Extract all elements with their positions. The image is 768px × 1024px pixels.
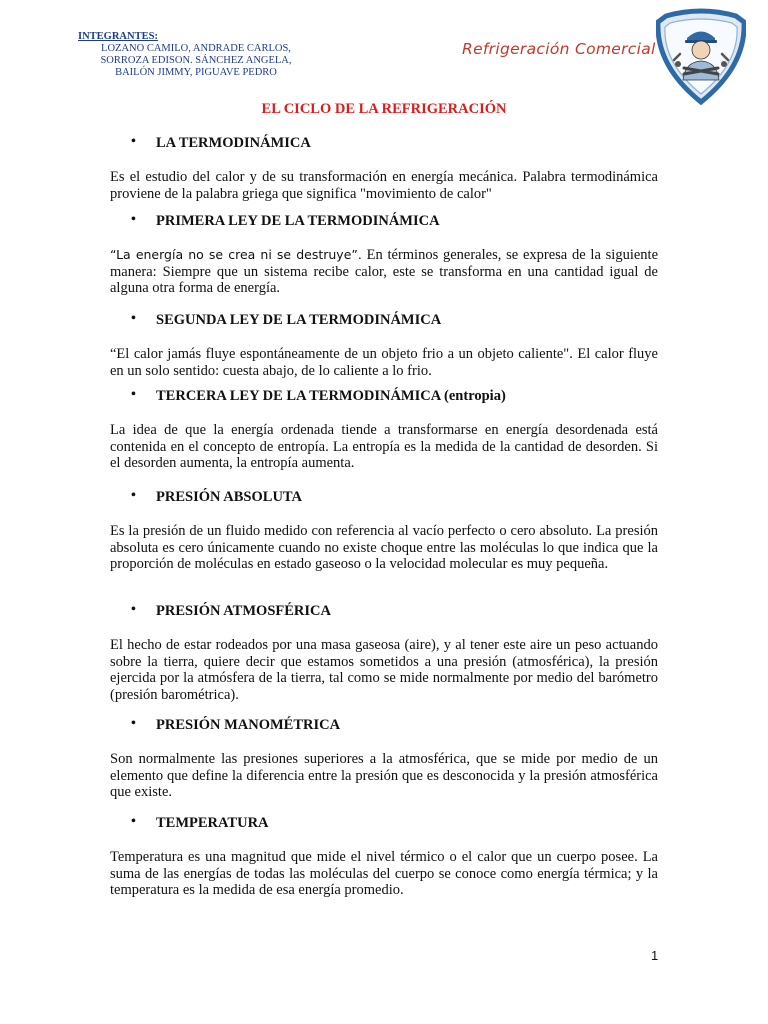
section-heading-text: PRESIÓN MANOMÉTRICA	[156, 717, 341, 733]
section-heading-text: SEGUNDA LEY DE LA TERMODINÁMICA	[156, 312, 442, 328]
section-paragraph: Es el estudio del calor y de su transformación en energía mecánica. Palabra termodinámica proviene de la palabra griega que significa "movimiento de calor"	[110, 169, 658, 202]
document-title: EL CICLO DE LA REFRIGERACIÓN	[261, 101, 507, 117]
bullet-icon: •	[131, 814, 136, 829]
section-temperatura	[110, 815, 658, 913]
section-paragraph: Es la presión de un fluido medido con referencia al vacío perfecto o cero absoluto. La presión absoluta es cero únicamente cuando no existe choque entre las moléculas lo que indica que la proporción de moléculas en estado gaseoso o la velocidad molecular es muy pequeña.	[110, 523, 658, 572]
section-heading-text: PRESIÓN ABSOLUTA	[156, 489, 302, 505]
technician-shield-logo-icon	[656, 8, 746, 106]
section-heading-text: TERCERA LEY DE LA TERMODINÁMICA (entropia)	[156, 388, 506, 404]
section-heading	[110, 213, 658, 233]
team-member-line: LOZANO CAMILO, ANDRADE CARLOS,	[101, 43, 291, 54]
section-paragraph: Temperatura es una magnitud que mide el nivel térmico o el calor que un cuerpo posee. La suma de las energías de todas las moléculas del cuerpo se conoce como energía térmica; y la temperatura es la medida de esa energía promedio.	[110, 849, 658, 898]
section-heading	[110, 312, 658, 332]
team-member-line: SORROZA EDISON. SÁNCHEZ ANGELA,	[100, 55, 292, 66]
section-primera-ley	[110, 213, 658, 311]
section-heading-text: PRIMERA LEY DE LA TERMODINÁMICA	[156, 213, 440, 229]
section-paragraph	[110, 247, 658, 297]
section-heading	[110, 489, 658, 509]
bullet-icon: •	[131, 602, 136, 617]
section-paragraph: El hecho de estar rodeados por una masa gaseosa (aire), y al tener este aire un peso actuando sobre la tierra, quiere decir que estamos sometidos a una presión (atmosférica), la presión ejercida por la atmósfera de la tierra, tal como se mide normalmente por medio del barómetro (presión barométrica).	[110, 637, 658, 703]
section-heading	[110, 717, 658, 737]
section-heading	[110, 388, 658, 408]
section-heading-text: TEMPERATURA	[156, 815, 269, 831]
section-presion-manometrica	[110, 717, 658, 815]
brand-title: Refrigeración Comercial	[462, 40, 656, 58]
section-paragraph: La idea de que la energía ordenada tiende a transformarse en energía desordenada está contenida en el concepto de entropía. La entropía es la medida de la cantidad de desorden. Si el desorden aumenta, la entropía aumenta.	[110, 422, 658, 471]
section-presion-atmosferica	[110, 603, 658, 718]
section-paragraph: Son normalmente las presiones superiores a la atmosférica, que se mide por medio de un elemento que define la diferencia entre la presión que es desconocida y la presión atmosférica que existe.	[110, 751, 658, 800]
section-heading	[110, 135, 658, 155]
section-presion-absoluta	[110, 489, 658, 587]
team-title: INTEGRANTES:	[78, 31, 158, 42]
section-paragraph: “El calor jamás fluye espontáneamente de un objeto frio a un objeto caliente". El calor fluye en un solo sentido: cuesta abajo, de lo caliente a lo frio.	[110, 346, 658, 379]
page-number: 1	[651, 948, 659, 963]
section-heading-text: LA TERMODINÁMICA	[156, 135, 311, 151]
bullet-icon: •	[131, 134, 136, 149]
law-quote: “La energía no se crea ni se destruye”.	[110, 247, 362, 262]
section-heading-text: PRESIÓN ATMOSFÉRICA	[156, 603, 331, 619]
bullet-icon: •	[131, 311, 136, 326]
bullet-icon: •	[131, 716, 136, 731]
section-segunda-ley	[110, 312, 658, 394]
section-tercera-ley	[110, 388, 658, 486]
bullet-icon: •	[131, 488, 136, 503]
team-member-line: BAILÓN JIMMY, PIGUAVE PEDRO	[115, 67, 277, 78]
law-explanation: En términos generales, se expresa de la siguiente manera: Siempre que un sistema recibe calor, este se transforma en una cantidad igual de alguna otra forma de energía.	[110, 247, 659, 296]
bullet-icon: •	[131, 387, 136, 402]
section-heading	[110, 603, 658, 623]
section-heading	[110, 815, 658, 835]
bullet-icon: •	[131, 212, 136, 227]
section-termodinamica	[110, 135, 658, 217]
